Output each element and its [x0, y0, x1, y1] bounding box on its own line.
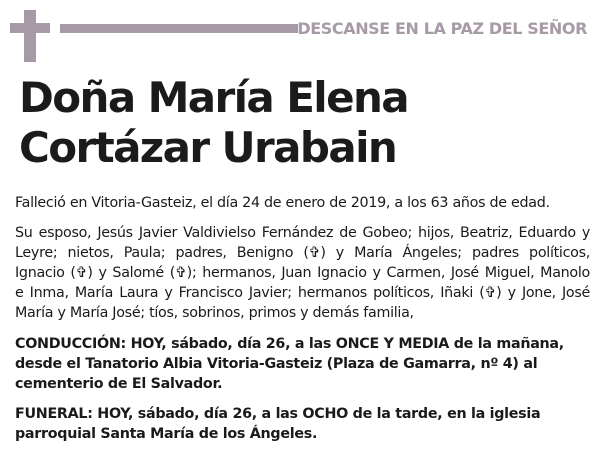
family-line: e Inma, María Laura y Francisco Javier; hermanos políticos, Iñaki (✞) y Jone, José	[15, 285, 590, 301]
family-paragraph	[15, 223, 590, 323]
family-line: Leyre; nietos, Paula; padres, Benigno (✞) y María Ángeles; padres políticos,	[15, 245, 590, 261]
family-line: Su esposo, Jesús Javier Valdivielso Fernández de Gobeo; hijos, Beatriz, Eduardo y	[15, 225, 590, 241]
funeral-line: parroquial Santa María de los Ángeles.	[15, 426, 318, 442]
family-line: María y María José; tíos, sobrinos, primos y demás familia,	[15, 305, 414, 321]
name-line-2: Cortázar Urabain	[19, 123, 397, 172]
name-line-1: Doña María Elena	[19, 73, 409, 122]
header-title: DESCANSE EN LA PAZ DEL SEÑOR	[297, 19, 587, 38]
funeral-line: FUNERAL: HOY, sábado, día 26, a las OCHO de la tarde, en la iglesia	[15, 406, 541, 422]
conduccion-line: CONDUCCIÓN: HOY, sábado, día 26, a las ONCE Y MEDIA de la mañana,	[15, 336, 564, 352]
cross-icon-horizontal	[10, 23, 50, 33]
cross-icon-vertical	[24, 10, 36, 62]
death-notice: Falleció en Vitoria-Gasteiz, el día 24 de enero de 2019, a los 63 años de edad.	[15, 195, 550, 211]
deceased-name	[19, 73, 408, 173]
conduccion-paragraph	[15, 334, 590, 394]
family-line: Ignacio (✞) y Salomé (✞); hermanos, Juan Ignacio y Carmen, José Miguel, Manolo	[15, 265, 590, 281]
funeral-paragraph	[15, 404, 590, 444]
conduccion-line: cementerio de El Salvador.	[15, 376, 223, 392]
header-rule	[60, 24, 298, 33]
conduccion-line: desde el Tanatorio Albia Vitoria-Gasteiz (Plaza de Gamarra, nº 4) al	[15, 356, 538, 372]
